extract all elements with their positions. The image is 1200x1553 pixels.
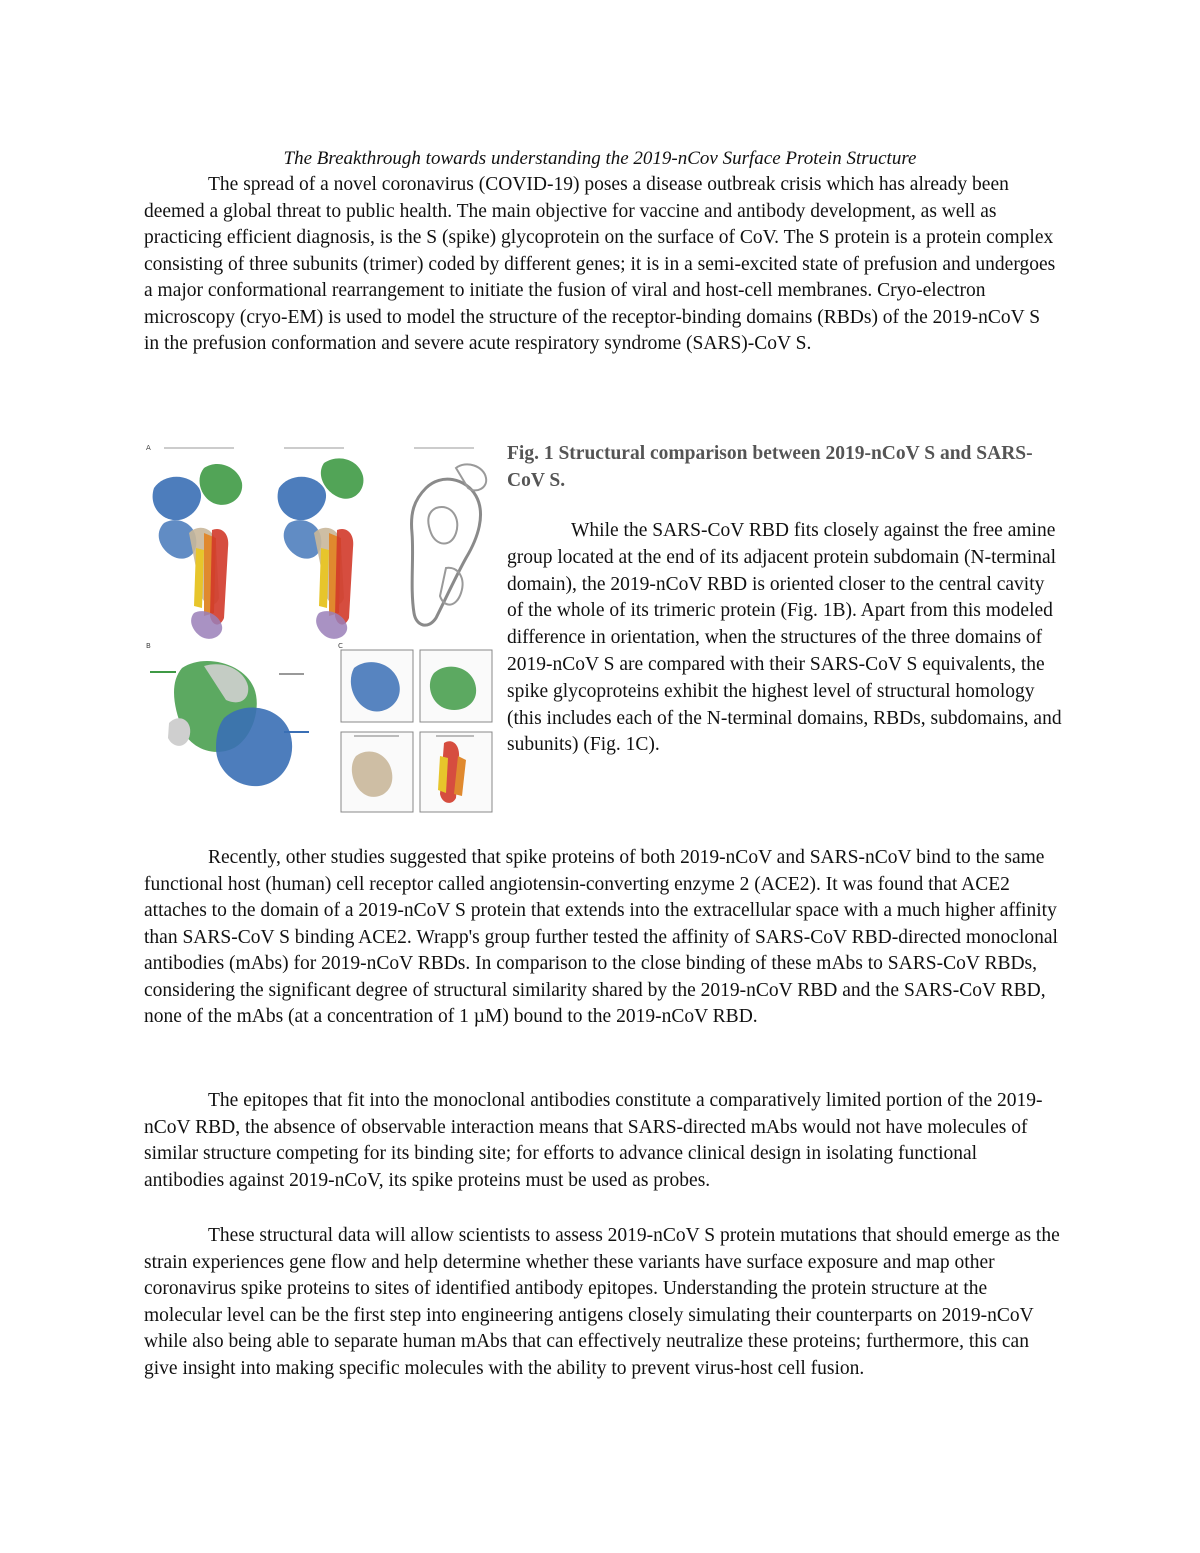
paragraph-text: The epitopes that fit into the monoclonal antibodies constitute a comparatively limited portion of the 2019-nCoV RBD, the absence of observable interaction means that SARS-directed mAbs would not have molecules of similar structure competing for its binding site; for efforts to advance clinical design in isolating functional antibodies against 2019-nCoV, its spike proteins must be used as probes. — [144, 1090, 1043, 1191]
figure-caption — [507, 440, 1062, 759]
protein-structure-illustration — [144, 438, 496, 826]
trimer-structure-2 — [278, 458, 364, 638]
figure-1-image — [144, 438, 496, 826]
paragraph-text: These structural data will allow scientists to assess 2019-nCoV S protein mutations that should emerge as the strain experiences gene flow and help determine whether these variants have surface exposure and map other coronavirus spike proteins to sites of identified antibody epitopes. Understanding the protein structure at the molecular level can be the first step into engineering antigens closely simulating their counterparts on 2019-nCoV while also being able to separate human mAbs that can effectively neutralize these proteins; furthermore, this can give insight into making specific molecules with the ability to prevent virus-host cell fusion. — [144, 1225, 1060, 1379]
domain-comparison-grid — [341, 650, 492, 812]
paragraph-intro — [144, 172, 1060, 358]
paragraph-conclusion — [144, 1223, 1060, 1382]
figure-caption-text: While the SARS-CoV RBD fits closely against the free amine group located at the end of its adjacent protein subdomain (N-terminal domain), the 2019-nCoV RBD is oriented closer to the central cavity of the whole of its trimeric protein (Fig. 1B). Apart from this modeled difference in orientation, when the structures of the three domains of 2019-nCoV S are compared with their SARS-CoV S equivalents, the spike glycoproteins exhibit the highest level of structural homology (this includes each of the N-terminal domains, RBDs, subdomains, and subunits) (Fig. 1C). — [507, 520, 1062, 756]
rbd-overlay-structure — [150, 661, 309, 786]
figure-caption-title: Fig. 1 Structural comparison between 2019-nCoV S and SARS-CoV S. — [507, 443, 1033, 491]
paragraph-epitopes — [144, 1088, 1060, 1194]
paragraph-text: The spread of a novel coronavirus (COVID-19) poses a disease outbreak crisis which has already been deemed a global threat to public health. The main objective for vaccine and antibody development, as well as practicing efficient diagnosis, is the S (spike) glycoprotein on the surface of CoV. The S protein is a protein complex consisting of three subunits (trimer) coded by different genes; it is in a semi-excited state of prefusion and undergoes a major conformational rearrangement to initiate the fusion of viral and host-cell membranes. Cryo-electron microscopy (cryo-EM) is used to model the structure of the receptor-binding domains (RBDs) of the 2019-nCoV S in the prefusion conformation and severe acute respiratory syndrome (SARS)-CoV S. — [144, 174, 1056, 354]
panel-label-c: C — [338, 642, 343, 650]
document-title: The Breakthrough towards understanding the 2019-nCov Surface Protein Structure — [283, 148, 917, 169]
trimer-structure-1 — [153, 464, 243, 639]
panel-label-a: A — [146, 444, 151, 452]
paragraph-text: Recently, other studies suggested that spike proteins of both 2019-nCoV and SARS-nCoV bind to the same functional host (human) cell receptor called angiotensin-converting enzyme 2 (ACE2). It was found that ACE2 attaches to the domain of a 2019-nCoV S protein that extends into the extracellular space with a much higher affinity than SARS-CoV S binding ACE2. Wrapp's group further tested the affinity of SARS-CoV RBD-directed monoclonal antibodies (mAbs) for 2019-nCoV RBDs. In comparison to the close binding of these mAbs to SARS-CoV RBDs, considering the significant degree of structural similarity shared by the 2019-nCoV RBD and the SARS-CoV RBD, none of the mAbs (at a concentration of 1 µM) bound to the 2019-nCoV RBD. — [144, 847, 1058, 1027]
trimer-structure-sars — [412, 464, 487, 625]
paragraph-ace2 — [144, 845, 1060, 1031]
panel-label-b: B — [146, 642, 151, 650]
